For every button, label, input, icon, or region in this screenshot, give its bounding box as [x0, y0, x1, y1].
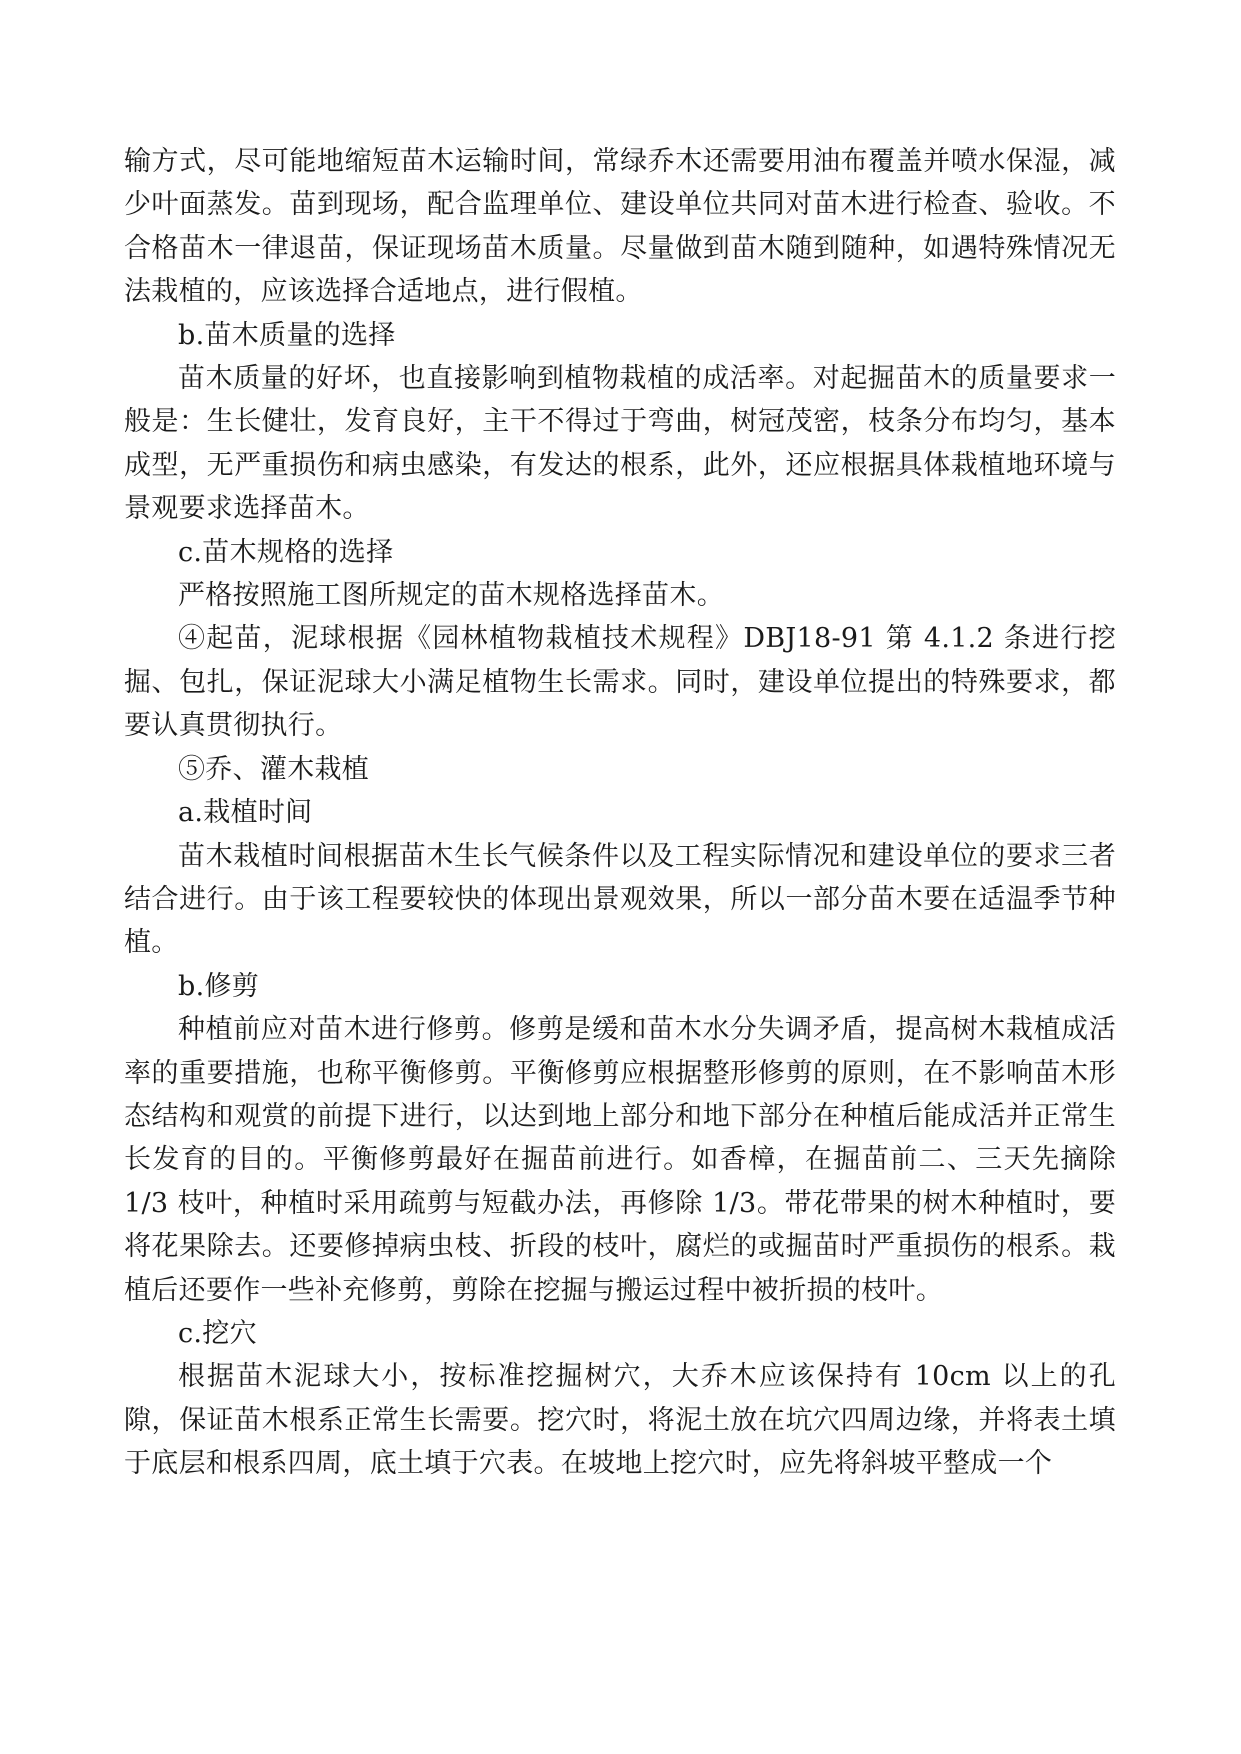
paragraph-pruning: 种植前应对苗木进行修剪。修剪是缓和苗木水分失调矛盾，提高树木栽植成活率的重要措施，也称平衡修剪。平衡修剪应根据整形修剪的原则，在不影响苗木形态结构和观赏的前提下进行，以达到地上部分和地下部分在种植后能成活并正常生长发育的目的。平衡修剪最好在掘苗前进行。如香樟，在掘苗前二、三天先摘除 1/3 枝叶，种植时采用疏剪与短截办法，再修除 1/3。带花带果的树木种植时，要将花果除去。还要修掉病虫枝、折段的枝叶，腐烂的或掘苗时严重损伤的根系。栽植后还要作一些补充修剪，剪除在挖掘与搬运过程中被折损的枝叶。: [124, 1014, 1116, 1306]
section-heading-tree-shrub-planting: ⑤乔、灌木栽植: [178, 753, 370, 785]
paragraph-digging-holes: 根据苗木泥球大小，按标准挖掘树穴，大乔木应该保持有 10cm 以上的孔隙，保证苗木根系正常生长需要。挖穴时，将泥土放在坑穴四周边缘，并将表土填于底层和根系四周，底土填于穴表。在坡地上挖穴时，应先将斜坡平整成一个: [124, 1361, 1116, 1480]
paragraph-planting-time: 苗木栽植时间根据苗木生长气候条件以及工程实际情况和建设单位的要求三者结合进行。由于该工程要较快的体现出景观效果，所以一部分苗木要在适温季节种植。: [124, 840, 1116, 959]
section-heading-planting-time: a.栽植时间: [178, 797, 313, 829]
section-heading-seedling-quality: b.苗木质量的选择: [178, 319, 396, 351]
section-heading-pruning: b.修剪: [178, 970, 260, 1002]
section-heading-digging-holes: c.挖穴: [178, 1317, 257, 1349]
paragraph-seedling-spec: 严格按照施工图所规定的苗木规格选择苗木。: [178, 580, 724, 612]
paragraph-continued: 输方式，尽可能地缩短苗木运输时间，常绿乔木还需要用油布覆盖并喷水保湿，减少叶面蒸发。苗到现场，配合监理单位、建设单位共同对苗木进行检查、验收。不合格苗木一律退苗，保证现场苗木质量。尽量做到苗木随到随种，如遇特殊情况无法栽植的，应该选择合适地点，进行假植。: [124, 146, 1116, 308]
section-heading-seedling-spec: c.苗木规格的选择: [178, 536, 394, 568]
paragraph-lifting-seedlings: ④起苗，泥球根据《园林植物栽植技术规程》DBJ18-91 第 4.1.2 条进行挖掘、包扎，保证泥球大小满足植物生长需求。同时，建设单位提出的特殊要求，都要认真贯彻执行。: [124, 623, 1116, 742]
document-body: [124, 140, 1116, 1486]
paragraph-seedling-quality: 苗木质量的好坏，也直接影响到植物栽植的成活率。对起掘苗木的质量要求一般是：生长健壮，发育良好，主干不得过于弯曲，树冠茂密，枝条分布均匀，基本成型，无严重损伤和病虫感染，有发达的根系，此外，还应根据具体栽植地环境与景观要求选择苗木。: [124, 363, 1116, 525]
